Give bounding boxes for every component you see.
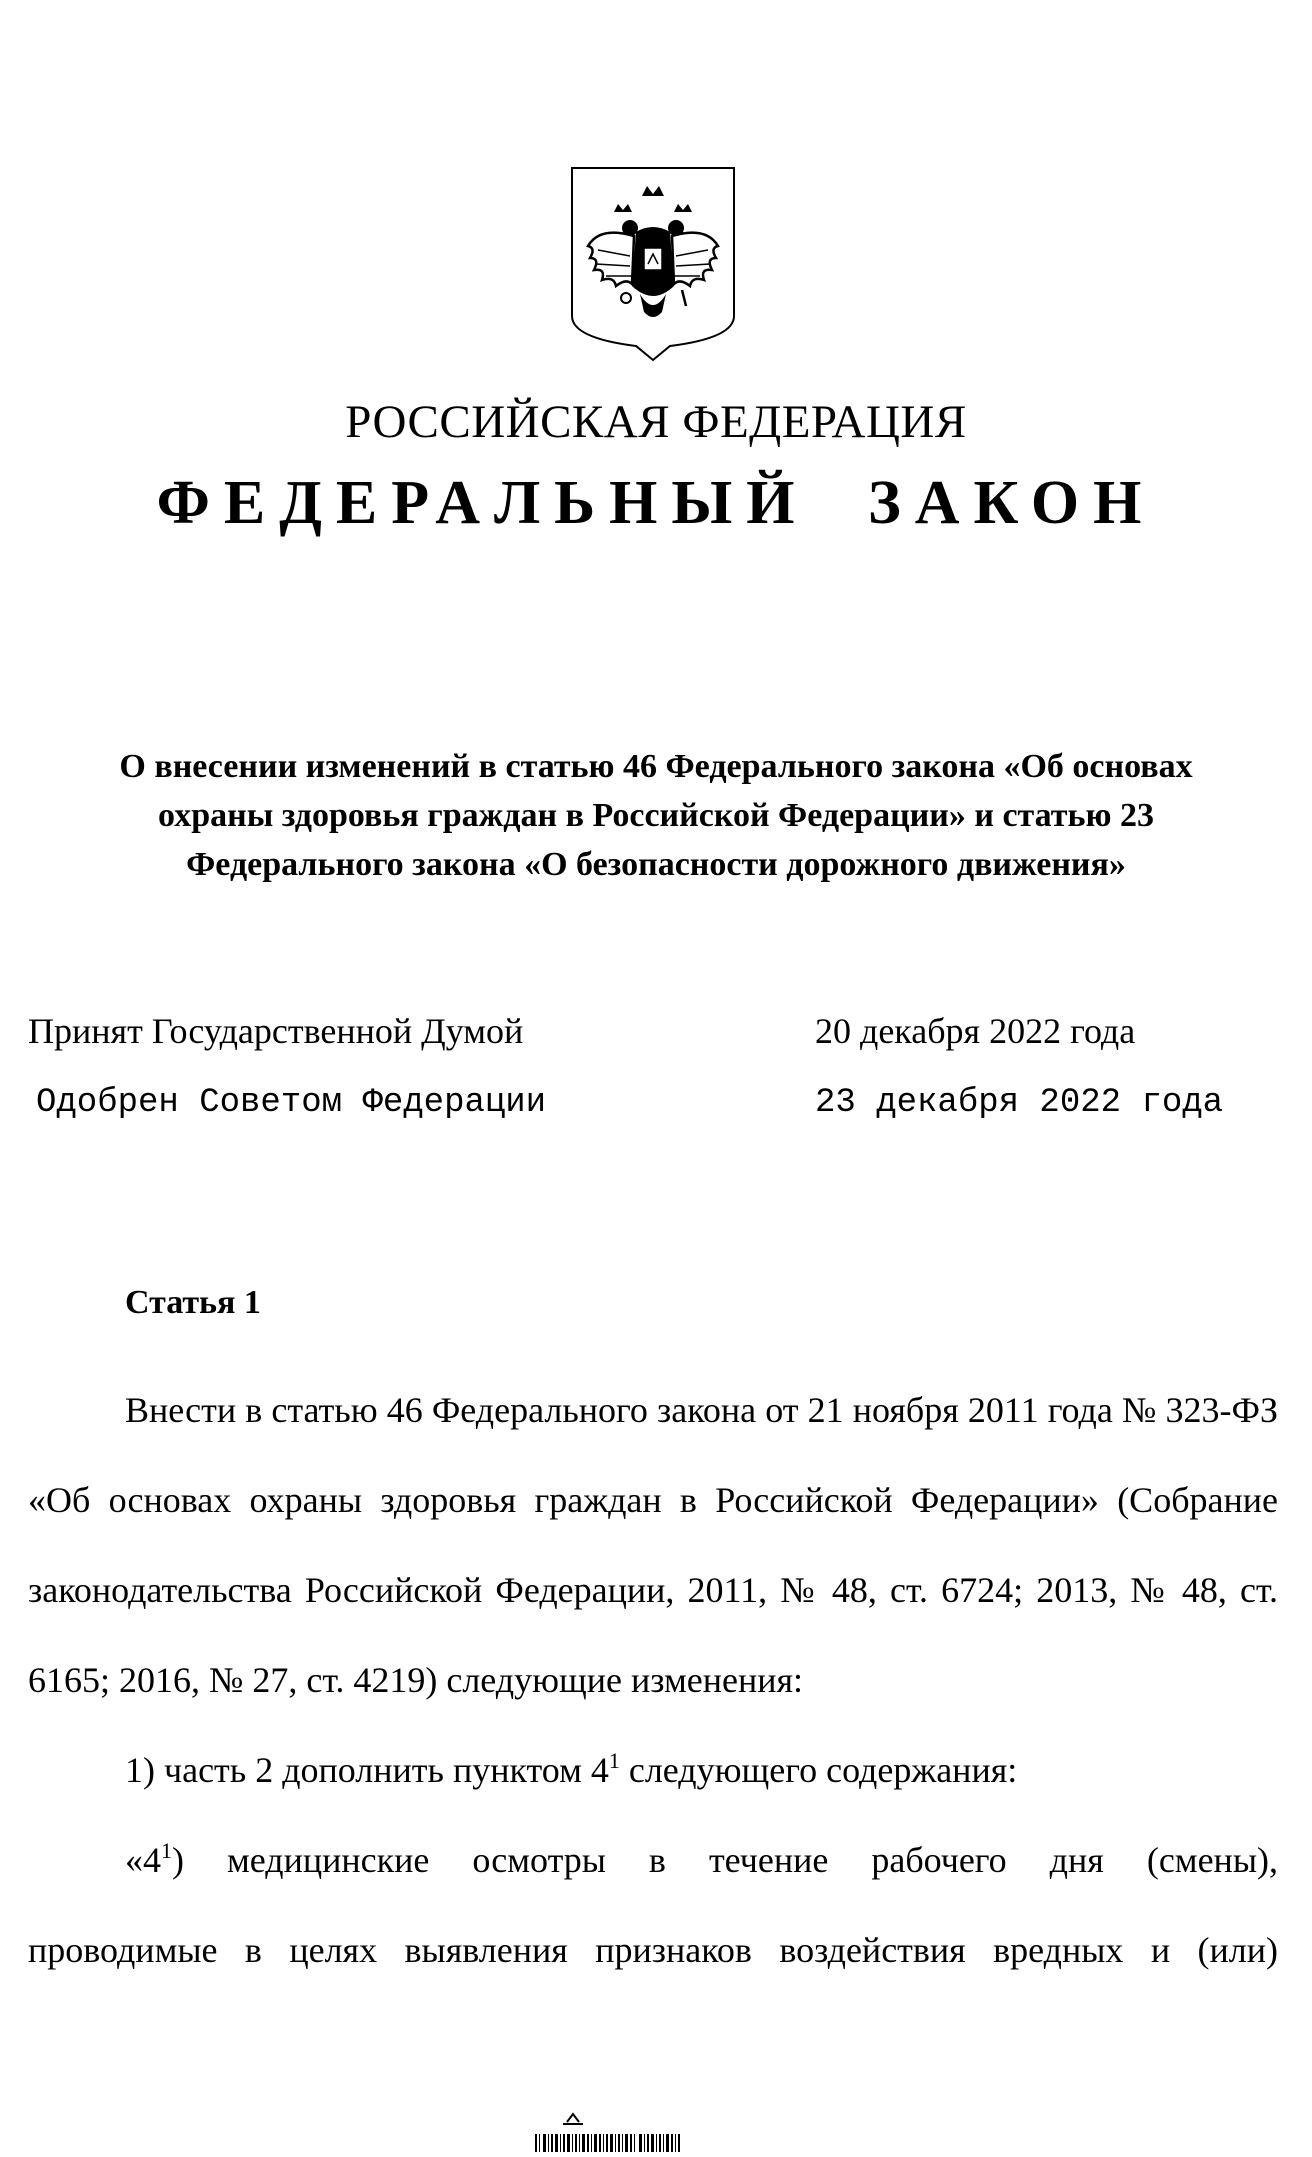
duma-adoption-label: Принят Государственной Думой [28, 1011, 524, 1051]
council-approval-label: Одобрен Советом Федерации [36, 1084, 547, 1122]
article-paragraph: Внести в статью 46 Федерального закона от 21 ноября 2011 года № 323-ФЗ «Об основах охраны здоровья граждан в Российской Федерации» (Собрание законодательства Российской Федерации, 2011, № 48, ст. 6724; 2013, № 48, ст. 6165; 2016, № 27, ст. 4219) следующие изменения: [28, 1390, 1278, 1700]
duma-adoption-date: 20 декабря 2022 года [815, 1011, 1136, 1051]
superscript: 1 [161, 1838, 172, 1863]
item-text: следующего содержания: [619, 1750, 1018, 1790]
article-item-2 [28, 1815, 1278, 1905]
item-text: «4 [125, 1840, 161, 1880]
barcode-stamp-icon [535, 2112, 715, 2152]
article-item-2-continued: проводимые в целях выявления признаков воздействия вредных и (или) [28, 1930, 1278, 1970]
article-item-1 [28, 1725, 1278, 1815]
law-type-heading: ФЕДЕРАЛЬНЫЙ ЗАКОН [156, 469, 1156, 537]
coat-of-arms-emblem [570, 166, 736, 362]
article-heading: Статья 1 [125, 1284, 261, 1321]
law-title-line: О внесении изменений в статью 46 Федерального закона «Об основах [119, 748, 1193, 785]
item-text: 1) часть 2 дополнить пунктом 4 [125, 1750, 609, 1790]
council-approval-date: 23 декабря 2022 года [815, 1084, 1224, 1122]
law-title-line: охраны здоровья граждан в Российской Федерации» и статью 23 [158, 797, 1154, 834]
superscript: 1 [608, 1748, 620, 1773]
law-title-line: Федерального закона «О безопасности дорожного движения» [186, 846, 1126, 883]
article-body [28, 1365, 1278, 1995]
country-name: РОССИЙСКАЯ ФЕДЕРАЦИЯ [345, 396, 967, 448]
law-title [30, 742, 1282, 889]
item-text: ) медицинские осмотры в течение рабочего дня (смены), [172, 1840, 1278, 1880]
